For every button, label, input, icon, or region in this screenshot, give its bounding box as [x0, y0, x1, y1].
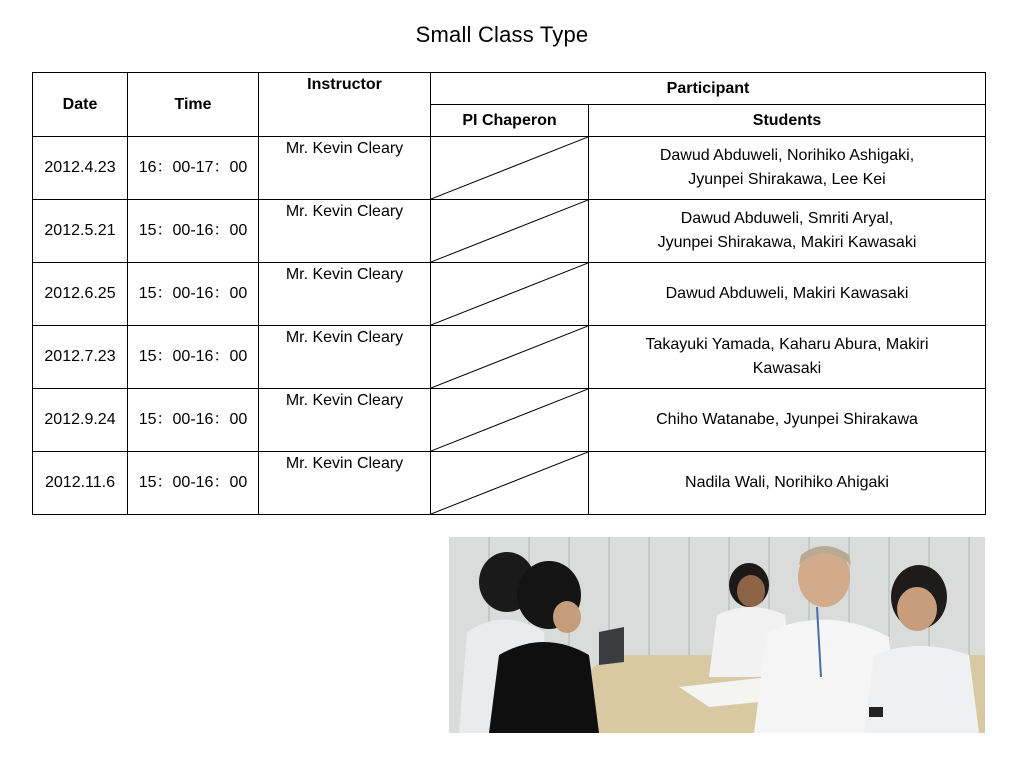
time-cell: 15：00-16：00: [128, 389, 259, 452]
time-cell: 15：00-16：00: [128, 452, 259, 515]
table-row: [33, 200, 986, 263]
diagonal-slash: [431, 389, 588, 451]
table-row: [33, 137, 986, 200]
students-cell: [589, 137, 986, 200]
header-pi-chaperon: PI Chaperon: [431, 105, 589, 137]
instructor-cell: Mr. Kevin Cleary: [259, 389, 431, 452]
table-row: [33, 263, 986, 326]
instructor-cell: Mr. Kevin Cleary: [259, 137, 431, 200]
time-cell: 16：00-17：00: [128, 137, 259, 200]
pi-chaperon-empty-cell: [431, 389, 589, 452]
time-cell: 15：00-16：00: [128, 326, 259, 389]
time-cell: 15：00-16：00: [128, 200, 259, 263]
date-cell: 2012.5.21: [33, 200, 128, 263]
date-cell: 2012.6.25: [33, 263, 128, 326]
students-cell: [589, 452, 986, 515]
pi-chaperon-empty-cell: [431, 263, 589, 326]
time-cell: 15：00-16：00: [128, 263, 259, 326]
date-cell: 2012.7.23: [33, 326, 128, 389]
students-line: Jyunpei Shirakawa, Makiri Kawasaki: [657, 234, 917, 251]
table-row: [33, 452, 986, 515]
instructor-cell: Mr. Kevin Cleary: [259, 452, 431, 515]
students-line: Dawud Abduweli, Smriti Aryal,: [680, 210, 894, 227]
students-line: Nadila Wali, Norihiko Ahigaki: [685, 474, 889, 491]
students-line: Chiho Watanabe, Jyunpei Shirakawa: [656, 411, 918, 428]
instructor-cell: Mr. Kevin Cleary: [259, 263, 431, 326]
students-line: Dawud Abduweli, Norihiko Ashigaki,: [659, 147, 915, 164]
table-row: [33, 326, 986, 389]
header-participant: Participant: [431, 73, 986, 105]
header-students: Students: [589, 105, 986, 137]
students-line: Kawasaki: [752, 360, 822, 377]
students-cell: [589, 200, 986, 263]
diagonal-slash: [431, 200, 588, 262]
class-schedule-table: [32, 72, 986, 515]
pi-chaperon-empty-cell: [431, 200, 589, 263]
pi-chaperon-empty-cell: [431, 137, 589, 200]
instructor-cell: Mr. Kevin Cleary: [259, 326, 431, 389]
date-cell: 2012.11.6: [33, 452, 128, 515]
header-instructor: Instructor: [259, 73, 431, 137]
instructor-cell: Mr. Kevin Cleary: [259, 200, 431, 263]
diagonal-slash: [431, 452, 588, 514]
table-row: [33, 389, 986, 452]
class-photo: [449, 537, 985, 733]
diagonal-slash: [431, 326, 588, 388]
pi-chaperon-empty-cell: [431, 452, 589, 515]
students-line: Takayuki Yamada, Kaharu Abura, Makiri: [645, 336, 929, 353]
students-line: Dawud Abduweli, Makiri Kawasaki: [665, 285, 909, 302]
page-title: Small Class Type: [415, 22, 589, 47]
pi-chaperon-empty-cell: [431, 326, 589, 389]
students-line: Jyunpei Shirakawa, Lee Kei: [688, 171, 886, 188]
date-cell: 2012.4.23: [33, 137, 128, 200]
students-cell: [589, 389, 986, 452]
header-time: Time: [128, 73, 259, 137]
diagonal-slash: [431, 137, 588, 199]
date-cell: 2012.9.24: [33, 389, 128, 452]
header-date: Date: [33, 73, 128, 137]
diagonal-slash: [431, 263, 588, 325]
students-cell: [589, 263, 986, 326]
students-cell: [589, 326, 986, 389]
class-photo-illustration: [449, 537, 985, 733]
